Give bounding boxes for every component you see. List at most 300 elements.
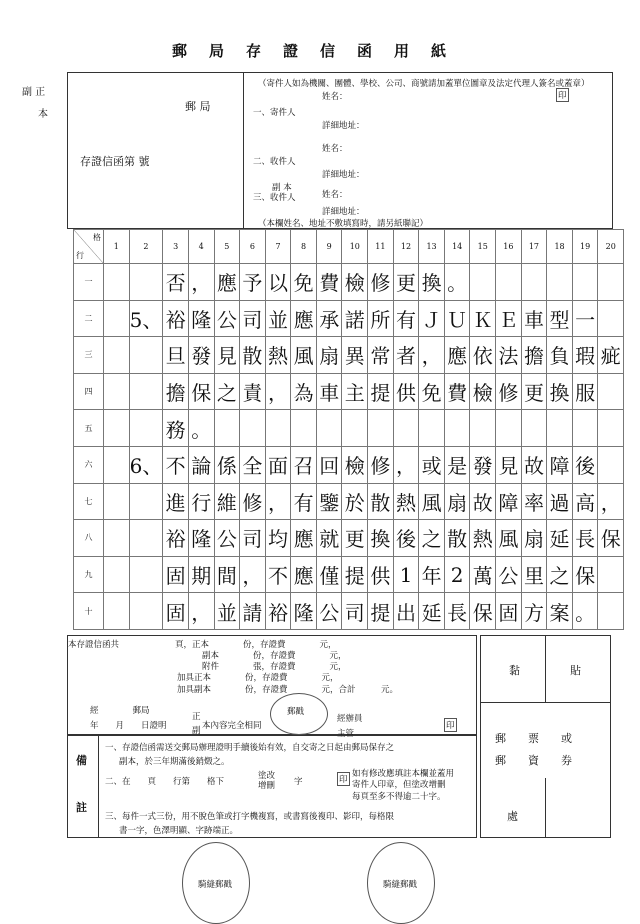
- grid-cell: 風: [291, 337, 317, 374]
- postmark-label: 郵戳: [287, 707, 305, 717]
- grid-cell: 免: [419, 373, 445, 410]
- content-grid: [73, 229, 624, 630]
- grid-cell: 車: [521, 300, 547, 337]
- grid-cell: [419, 410, 445, 447]
- column-number: 15: [470, 230, 496, 264]
- grid-cell: 里: [521, 556, 547, 593]
- column-number: 1: [104, 230, 130, 264]
- note-item3-line2: 書一字，色澤明顯、字跡端正。: [119, 826, 239, 836]
- column-number: 2: [129, 230, 163, 264]
- ticket-label-1: 郵 票 或: [495, 732, 572, 745]
- grid-cell: [598, 556, 624, 593]
- recipient-address-label: 詳細地址：: [322, 170, 365, 180]
- paste-label-2: 貼: [570, 664, 581, 677]
- grid-cell: 服: [572, 373, 598, 410]
- grid-cell: 司: [240, 300, 266, 337]
- grid-row: [74, 520, 624, 557]
- grid-cell: [104, 373, 130, 410]
- grid-cell: 費: [444, 373, 470, 410]
- grid-cell: [129, 410, 163, 447]
- grid-cell: 全: [240, 446, 266, 483]
- grid-cell: 應: [291, 520, 317, 557]
- grid-cell: 長: [444, 593, 470, 630]
- grid-cell: [104, 483, 130, 520]
- grid-cell: 回: [316, 446, 342, 483]
- grid-cell: 期: [188, 556, 214, 593]
- grid-cell: [104, 410, 130, 447]
- grid-cell: 以: [265, 264, 291, 301]
- grid-header-row: [74, 230, 624, 264]
- verify-line2: 年 月 日證明: [90, 721, 167, 731]
- grid-cell: 費: [316, 264, 342, 301]
- row-label: 五: [74, 410, 104, 447]
- grid-cell: 不: [265, 556, 291, 593]
- grid-cell: 延: [547, 520, 573, 557]
- grid-row: [74, 300, 624, 337]
- grid-cell: [104, 300, 130, 337]
- stamp-divider: [545, 778, 546, 838]
- grid-cell: 應: [214, 264, 240, 301]
- grid-cell: [598, 593, 624, 630]
- grid-cell: 年: [419, 556, 445, 593]
- grid-cell: 公: [316, 593, 342, 630]
- side-label-line1: 副 正: [22, 87, 46, 98]
- grid-cell: [129, 483, 163, 520]
- grid-cell: 司: [342, 593, 368, 630]
- grid-cell: [104, 337, 130, 374]
- grid-cell: 不: [163, 446, 189, 483]
- grid-cell: 係: [214, 446, 240, 483]
- grid-cell: ，: [598, 483, 624, 520]
- column-number: 12: [393, 230, 419, 264]
- column-number: 19: [572, 230, 598, 264]
- grid-cell: 見: [496, 446, 522, 483]
- grid-cell: 熱: [470, 520, 496, 557]
- notes-label-1: 備: [76, 754, 87, 767]
- column-number: 4: [188, 230, 214, 264]
- grid-cell: 熱: [265, 337, 291, 374]
- grid-cell: 公: [496, 556, 522, 593]
- verify-zheng: 正: [192, 712, 201, 722]
- note-item2-seal: 印: [337, 772, 350, 786]
- grid-cell: 車: [316, 373, 342, 410]
- fees-line: 副本 份，存證費 元，: [202, 651, 347, 661]
- fees-line: 加具副本 份，存證費 元，合計 元。: [177, 685, 399, 695]
- grid-cell: 僅: [316, 556, 342, 593]
- grid-cell: [547, 264, 573, 301]
- column-number: 17: [521, 230, 547, 264]
- recipient-label: 二、收件人: [253, 157, 296, 167]
- grid-cell: [129, 593, 163, 630]
- grid-row: [74, 483, 624, 520]
- grid-cell: 更: [521, 373, 547, 410]
- parties-note-top: （寄件人如為機關、團體、學校、公司、商號請加蓋單位圖章及法定代理人簽名或蓋章）: [258, 79, 590, 89]
- grid-cell: [240, 410, 266, 447]
- note-item2-note-3: 每頁至多不得逾二十字。: [352, 792, 446, 802]
- grid-cell: 障: [496, 483, 522, 520]
- grid-cell: 論: [188, 446, 214, 483]
- grid-cell: 修: [496, 373, 522, 410]
- stamp-divider: [545, 635, 546, 702]
- cc-name-label: 姓名：: [322, 190, 348, 200]
- seal-label-right: 騎縫郵戳: [383, 880, 418, 890]
- grid-cell: 。: [188, 410, 214, 447]
- grid-cell: [393, 410, 419, 447]
- row-label: 七: [74, 483, 104, 520]
- grid-cell: Ｕ: [444, 300, 470, 337]
- grid-cell: [572, 264, 598, 301]
- verify-line3: 本內容完全相同: [202, 721, 262, 731]
- handler-seal-box: 印: [444, 718, 457, 732]
- certificate-number-label: 存證信函第 號: [80, 155, 150, 168]
- grid-cell: 散: [444, 520, 470, 557]
- grid-cell: 有: [291, 483, 317, 520]
- grid-row: [74, 556, 624, 593]
- grid-cell: [291, 410, 317, 447]
- grid-cell: 並: [265, 300, 291, 337]
- grid-cell: 有: [393, 300, 419, 337]
- grid-cell: 散: [368, 483, 394, 520]
- grid-cell: [316, 410, 342, 447]
- grid-cell: 過: [547, 483, 573, 520]
- grid-cell: 供: [393, 373, 419, 410]
- grid-cell: 修: [368, 446, 394, 483]
- grid-cell: 提: [342, 556, 368, 593]
- grid-cell: 發: [188, 337, 214, 374]
- grid-cell: 司: [240, 520, 266, 557]
- grid-cell: 務: [163, 410, 189, 447]
- grid-cell: 召: [291, 446, 317, 483]
- fees-line: 加具正本 份，存證費 元，: [177, 673, 339, 683]
- column-number: 18: [547, 230, 573, 264]
- grid-cell: 責: [240, 373, 266, 410]
- grid-cell: 風: [496, 520, 522, 557]
- grid-cell: 異: [342, 337, 368, 374]
- column-number: 9: [316, 230, 342, 264]
- grid-cell: 後: [393, 520, 419, 557]
- column-number: 16: [496, 230, 522, 264]
- grid-cell: [265, 410, 291, 447]
- grid-cell: Ｋ: [470, 300, 496, 337]
- grid-corner: [74, 230, 104, 264]
- grid-cell: 固: [163, 556, 189, 593]
- grid-cell: 請: [240, 593, 266, 630]
- grid-cell: 萬: [470, 556, 496, 593]
- note-item2-change-2: 增刪: [258, 781, 276, 791]
- grid-cell: 換: [368, 520, 394, 557]
- grid-cell: 瑕: [572, 337, 598, 374]
- grid-cell: [470, 264, 496, 301]
- grid-cell: 風: [419, 483, 445, 520]
- grid-cell: 公: [214, 520, 240, 557]
- column-number: 14: [444, 230, 470, 264]
- grid-cell: 5、: [129, 300, 163, 337]
- grid-cell: 型: [547, 300, 573, 337]
- grid-cell: [104, 520, 130, 557]
- grid-cell: [342, 410, 368, 447]
- grid-cell: 修: [368, 264, 394, 301]
- fees-intro: 本存證信函共: [68, 640, 120, 650]
- notes-label-2: 註: [76, 801, 87, 814]
- grid-corner-top: 格: [93, 233, 101, 242]
- grid-cell: 隆: [291, 593, 317, 630]
- grid-cell: 均: [265, 520, 291, 557]
- grid-cell: [470, 410, 496, 447]
- grid-cell: 保: [598, 520, 624, 557]
- column-number: 5: [214, 230, 240, 264]
- grid-cell: [104, 593, 130, 630]
- grid-cell: [521, 264, 547, 301]
- fees-line: 附件 張，存證費 元，: [202, 662, 347, 672]
- grid-cell: 並: [214, 593, 240, 630]
- grid-cell: 依: [470, 337, 496, 374]
- grid-cell: 於: [342, 483, 368, 520]
- grid-row: [74, 337, 624, 374]
- grid-cell: ，: [393, 446, 419, 483]
- column-number: 13: [419, 230, 445, 264]
- grid-cell: 或: [419, 446, 445, 483]
- grid-cell: [129, 520, 163, 557]
- grid-cell: [104, 556, 130, 593]
- grid-cell: 維: [214, 483, 240, 520]
- cc-address-label: 詳細地址：: [322, 207, 365, 217]
- grid-cell: 檢: [342, 264, 368, 301]
- note-item2-word: 字: [294, 777, 303, 787]
- grid-cell: 熱: [393, 483, 419, 520]
- verify-fu: 副: [192, 726, 201, 736]
- grid-cell: 6、: [129, 446, 163, 483]
- grid-cell: [521, 410, 547, 447]
- grid-cell: 擔: [521, 337, 547, 374]
- row-label: 六: [74, 446, 104, 483]
- grid-cell: ，: [265, 483, 291, 520]
- note-item2-prefix: 二、在 頁 行第 格下: [105, 777, 225, 787]
- grid-cell: 換: [419, 264, 445, 301]
- grid-cell: Ｊ: [419, 300, 445, 337]
- grid-cell: 進: [163, 483, 189, 520]
- grid-cell: 之: [419, 520, 445, 557]
- grid-row: [74, 593, 624, 630]
- grid-cell: 行: [188, 483, 214, 520]
- grid-row: [74, 373, 624, 410]
- grid-cell: 2: [444, 556, 470, 593]
- grid-cell: 否: [163, 264, 189, 301]
- grid-cell: 隆: [188, 520, 214, 557]
- grid-cell: [368, 410, 394, 447]
- post-office-label: 郵 局: [185, 100, 211, 113]
- seal-label-left: 騎縫郵戳: [198, 880, 233, 890]
- notes-divider: [98, 735, 99, 838]
- grid-cell: 見: [214, 337, 240, 374]
- grid-cell: 出: [393, 593, 419, 630]
- grid-row: [74, 410, 624, 447]
- grid-cell: 供: [368, 556, 394, 593]
- grid-cell: 案: [547, 593, 573, 630]
- grid-cell: 旦: [163, 337, 189, 374]
- grid-cell: 故: [470, 483, 496, 520]
- grid-cell: 更: [393, 264, 419, 301]
- grid-cell: 高: [572, 483, 598, 520]
- grid-cell: 發: [470, 446, 496, 483]
- grid-cell: 主: [342, 373, 368, 410]
- grid-cell: [214, 410, 240, 447]
- grid-cell: 。: [444, 264, 470, 301]
- grid-cell: 扇: [521, 520, 547, 557]
- grid-cell: 免: [291, 264, 317, 301]
- column-number: 20: [598, 230, 624, 264]
- grid-cell: 是: [444, 446, 470, 483]
- column-number: 8: [291, 230, 317, 264]
- grid-cell: 保: [572, 556, 598, 593]
- grid-cell: 之: [547, 556, 573, 593]
- grid-cell: 之: [214, 373, 240, 410]
- grid-cell: [598, 264, 624, 301]
- grid-cell: [129, 264, 163, 301]
- sender-name-label: 姓名：: [322, 92, 348, 102]
- grid-cell: 保: [188, 373, 214, 410]
- grid-cell: 間: [214, 556, 240, 593]
- grid-cell: 鑒: [316, 483, 342, 520]
- row-label: 四: [74, 373, 104, 410]
- column-number: 7: [265, 230, 291, 264]
- grid-cell: [598, 373, 624, 410]
- grid-cell: 方: [521, 593, 547, 630]
- grid-cell: Ｅ: [496, 300, 522, 337]
- grid-cell: [444, 410, 470, 447]
- row-label: 一: [74, 264, 104, 301]
- grid-cell: ，: [188, 593, 214, 630]
- grid-cell: ，: [240, 556, 266, 593]
- grid-row: [74, 264, 624, 301]
- note-item1-line1: 一、存證信函需送交郵局辦理證明手續後始有效，自交寄之日起由郵局保存之: [105, 743, 395, 753]
- row-label: 三: [74, 337, 104, 374]
- grid-cell: [572, 410, 598, 447]
- grid-cell: 應: [444, 337, 470, 374]
- parties-note-bottom: （本欄姓名、地址不敷填寫時，請另紙聯記）: [258, 219, 429, 229]
- grid-cell: 修: [240, 483, 266, 520]
- grid-cell: ，: [188, 264, 214, 301]
- paste-label-1: 黏: [509, 664, 520, 677]
- grid-cell: 1: [393, 556, 419, 593]
- grid-cell: 裕: [163, 300, 189, 337]
- grid-cell: [129, 373, 163, 410]
- grid-cell: 換: [547, 373, 573, 410]
- stamp-divider: [480, 702, 611, 703]
- grid-cell: ，: [265, 373, 291, 410]
- column-number: 6: [240, 230, 266, 264]
- grid-cell: 諾: [342, 300, 368, 337]
- grid-cell: 延: [419, 593, 445, 630]
- grid-cell: 提: [368, 373, 394, 410]
- grid-cell: 疵: [598, 337, 624, 374]
- grid-cell: 一: [572, 300, 598, 337]
- row-label: 十: [74, 593, 104, 630]
- sender-address-label: 詳細地址：: [322, 121, 365, 131]
- row-label: 八: [74, 520, 104, 557]
- grid-cell: 長: [572, 520, 598, 557]
- place-label: 處: [507, 810, 518, 823]
- recipient-name-label: 姓名：: [322, 144, 348, 154]
- grid-cell: 者: [393, 337, 419, 374]
- note-item2-change-1: 塗改: [258, 771, 276, 781]
- grid-cell: 更: [342, 520, 368, 557]
- grid-cell: 提: [368, 593, 394, 630]
- grid-cell: [598, 410, 624, 447]
- note-item1-line2: 副本，於三年期滿後銷燬之。: [119, 757, 230, 767]
- grid-cell: 固: [163, 593, 189, 630]
- grid-cell: 應: [291, 556, 317, 593]
- grid-cell: 法: [496, 337, 522, 374]
- row-label: 二: [74, 300, 104, 337]
- note-item2-note-2: 寄件人印章，但塗改增刪: [352, 780, 446, 790]
- verify-line1: 經 郵局: [90, 706, 150, 716]
- grid-cell: 予: [240, 264, 266, 301]
- grid-cell: 檢: [470, 373, 496, 410]
- cc-label-line2: 三、收件人: [253, 193, 296, 203]
- supervisor-label: 主管: [337, 729, 355, 739]
- grid-cell: [496, 264, 522, 301]
- note-item2-note-1: 如有修改應填註本欄並蓋用: [352, 769, 455, 779]
- grid-cell: 保: [470, 593, 496, 630]
- grid-cell: [598, 446, 624, 483]
- grid-cell: 障: [547, 446, 573, 483]
- column-number: 3: [163, 230, 189, 264]
- ticket-label-2: 郵 資 券: [495, 754, 572, 767]
- grid-cell: 裕: [265, 593, 291, 630]
- grid-cell: 裕: [163, 520, 189, 557]
- grid-cell: [129, 556, 163, 593]
- grid-cell: [547, 410, 573, 447]
- grid-cell: 扇: [444, 483, 470, 520]
- grid-cell: 散: [240, 337, 266, 374]
- grid-cell: [104, 264, 130, 301]
- sender-seal-box: 印: [556, 88, 569, 102]
- grid-cell: [129, 337, 163, 374]
- grid-cell: 率: [521, 483, 547, 520]
- grid-cell: [496, 410, 522, 447]
- grid-cell: [598, 300, 624, 337]
- grid-cell: 常: [368, 337, 394, 374]
- grid-cell: 隆: [188, 300, 214, 337]
- grid-cell: 擔: [163, 373, 189, 410]
- grid-cell: [104, 446, 130, 483]
- note-item3-line1: 三、每件一式三份，用不脫色筆或打字機複寫，或書寫後複印、影印，每格限: [105, 812, 395, 822]
- grid-cell: 後: [572, 446, 598, 483]
- certificate-number-box: [67, 72, 244, 229]
- column-number: 11: [368, 230, 394, 264]
- grid-cell: 應: [291, 300, 317, 337]
- sender-label: 一、寄件人: [253, 108, 296, 118]
- grid-cell: 為: [291, 373, 317, 410]
- grid-cell: 承: [316, 300, 342, 337]
- grid-cell: 檢: [342, 446, 368, 483]
- grid-cell: 扇: [316, 337, 342, 374]
- handler-label: 經辦員: [337, 714, 363, 724]
- grid-row: [74, 446, 624, 483]
- grid-cell: 面: [265, 446, 291, 483]
- side-label-line2: 本: [38, 109, 48, 120]
- grid-cell: 故: [521, 446, 547, 483]
- grid-cell: 固: [496, 593, 522, 630]
- grid-cell: 所: [368, 300, 394, 337]
- cc-label-line1: 副 本: [272, 183, 292, 193]
- grid-corner-bottom: 行: [76, 251, 84, 260]
- fees-line: 頁，正本 份，存證費 元，: [175, 640, 337, 650]
- column-number: 10: [342, 230, 368, 264]
- grid-cell: ，: [419, 337, 445, 374]
- page-title: 郵局存證信函用紙: [171, 42, 468, 60]
- grid-cell: 就: [316, 520, 342, 557]
